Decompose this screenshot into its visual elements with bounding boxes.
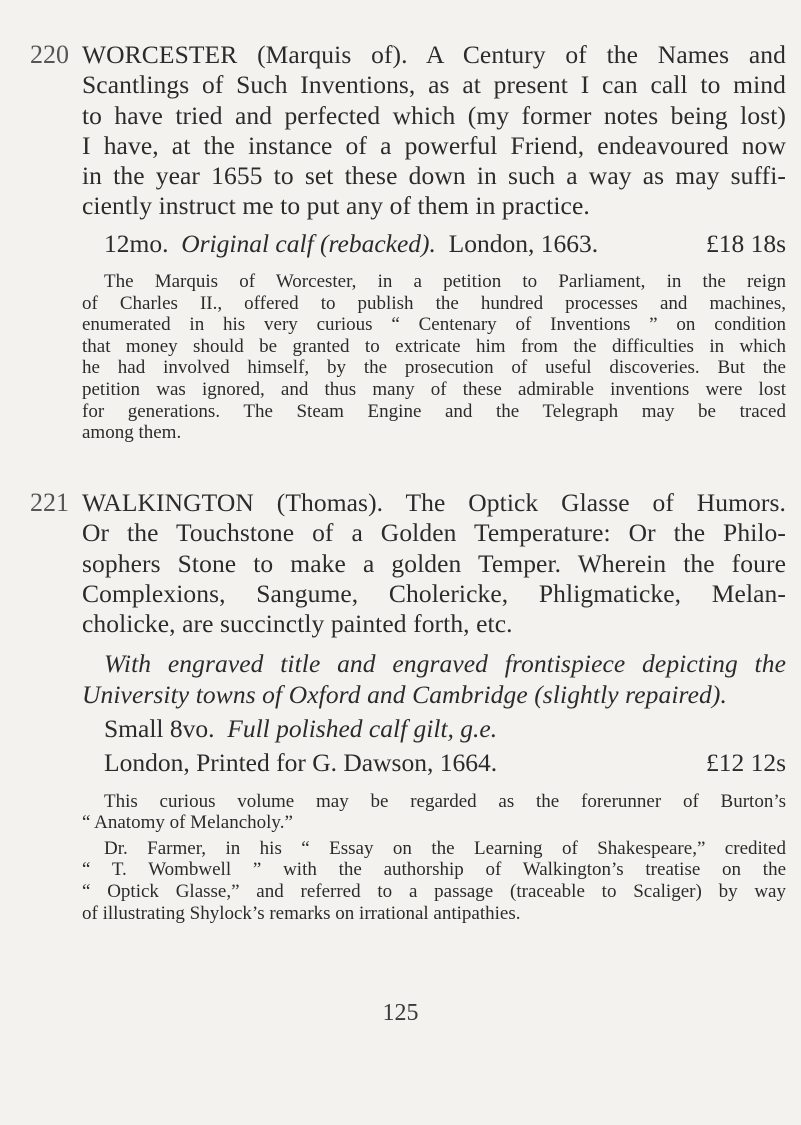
heading-line: cholicke, are succinctly painted forth, etc. — [82, 609, 513, 639]
note-line: of Charles II., offered to publish the hundred processes and machines, — [82, 292, 786, 314]
catalogue-entry-220 — [30, 40, 790, 444]
heading-line: WALKINGTON (Thomas). The Optick Glasse of Humors. — [82, 488, 786, 517]
heading-line: Complexions, Sangume, Cholericke, Phligmaticke, Melan- — [82, 578, 786, 608]
heading-line: to have tried and perfected which (my former notes being lost) — [82, 100, 786, 130]
note-line: that money should be granted to extricate him from the difficulties in which — [82, 335, 786, 357]
note-line: Dr. Farmer, in his “ Essay on the Learning of Shakespeare,” credited — [104, 837, 786, 859]
heading-line: in the year 1655 to set these down in such a way as may suffi- — [82, 161, 786, 191]
lot-number: 220 — [30, 40, 69, 69]
spec-line — [82, 714, 786, 744]
imprint: London, 1663. — [448, 228, 599, 258]
note-line: enumerated in his very curious “ Centenary of Inventions ” on condition — [82, 314, 786, 336]
note-line: he had involved himself, by the prosecution of useful discoveries. But the — [82, 357, 786, 379]
lot-number: 221 — [30, 488, 69, 517]
note-line: for generations. The Steam Engine and the Telegraph may be traced — [82, 400, 786, 422]
heading-line: WORCESTER (Marquis of). A Century of the Names and — [82, 40, 786, 69]
description-line: University towns of Oxford and Cambridge (slightly repaired). — [82, 679, 727, 709]
spec-line — [82, 229, 786, 259]
heading-line: I have, at the instance of a powerful Friend, endeavoured now — [82, 130, 786, 160]
imprint: London, Printed for G. Dawson, 1664. — [104, 748, 498, 778]
note-line: of illustrating Shylock’s remarks on irrational antipathies. — [82, 902, 521, 924]
note-line: “ T. Wombwell ” with the authorship of Walkington’s treatise on the — [82, 859, 786, 881]
note-line: The Marquis of Worcester, in a petition to Parliament, in the reign — [104, 271, 786, 293]
note-line: This curious volume may be regarded as the forerunner of Burton’s — [104, 790, 786, 812]
heading-line: Or the Touchstone of a Golden Temperature: Or the Philo- — [82, 518, 786, 548]
price: £18 18s — [705, 228, 786, 258]
page-number: 125 — [382, 1000, 419, 1026]
entry-body — [82, 40, 786, 444]
format: Small 8vo. — [104, 714, 215, 744]
note-line: among them. — [82, 422, 182, 444]
price: £12 12s — [705, 748, 786, 778]
note-line: “ Optick Glasse,” and referred to a passage (traceable to Scaliger) by way — [82, 881, 786, 903]
format: 12mo. — [104, 228, 169, 258]
note-line: “ Anatomy of Melancholy.” — [82, 812, 293, 834]
description-line: With engraved title and engraved frontispiece depicting the — [104, 649, 786, 679]
heading-line: sophers Stone to make a golden Temper. Wherein the foure — [82, 548, 786, 578]
note-line: petition was ignored, and thus many of these admirable inventions were lost — [82, 379, 786, 401]
heading-line: Scantlings of Such Inventions, as at present I can call to mind — [82, 70, 786, 100]
binding: Full polished calf gilt, g.e. — [227, 714, 498, 744]
binding: Original calf (rebacked). — [181, 228, 436, 258]
catalogue-entry-221 — [30, 488, 790, 924]
heading-line: ciently instruct me to put any of them in practice. — [82, 191, 590, 221]
imprint-line — [82, 748, 786, 778]
entry-body — [82, 488, 786, 924]
